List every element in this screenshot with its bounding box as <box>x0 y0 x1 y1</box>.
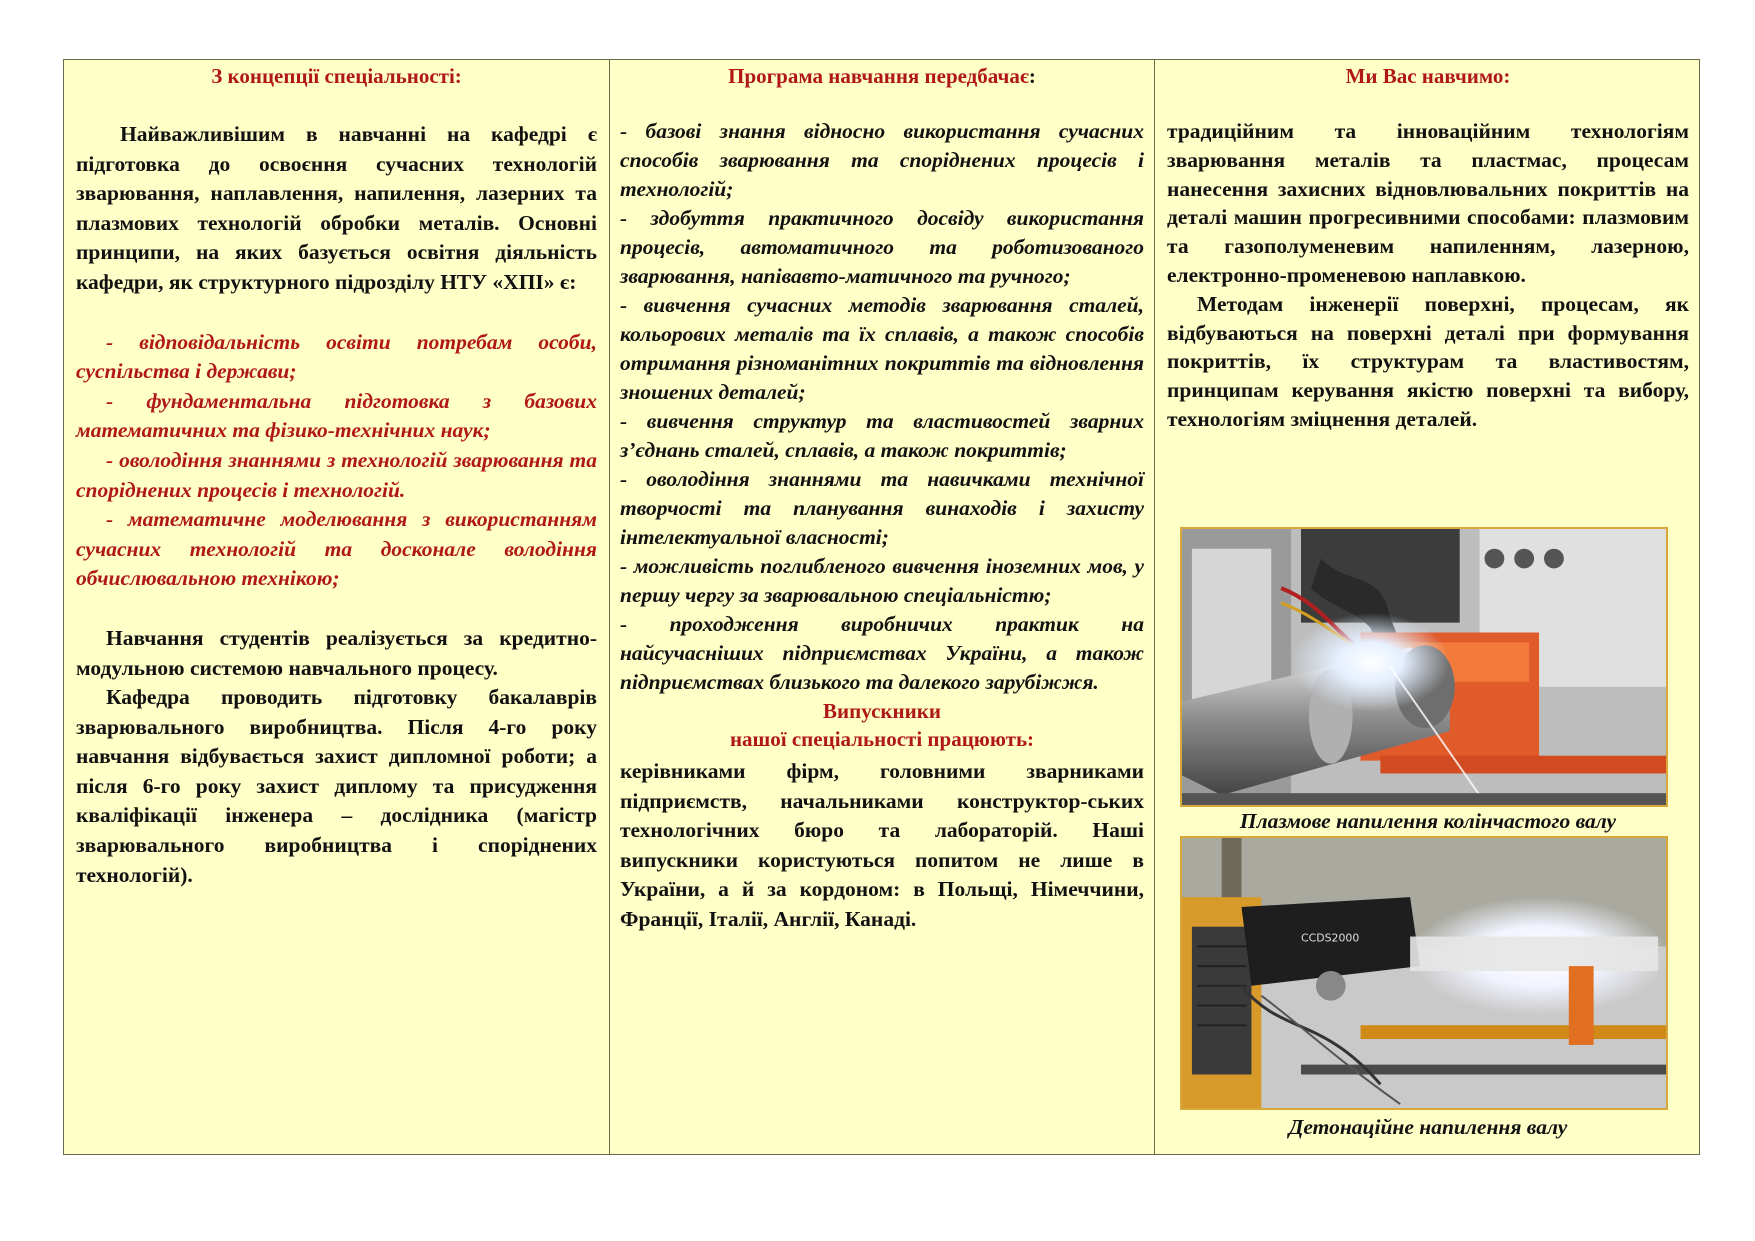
concept-column <box>64 60 610 1154</box>
principle-item: - математичне моделювання з використанням сучасних технологій та досконале володіння обчислювальною технікою; <box>76 507 597 591</box>
graduates-text: керівниками фірм, головними зварниками підприємств, начальниками конструктор-ських технологічних бюро та лабораторій. Наші випускники користуються попитом не лише в України, а й за кордоном: в Польщі, Німеччини, Франції, Італії, Англії, Канаді. <box>620 759 1144 931</box>
teach-technologies-paragraph: традиційним та інноваційним технологіям зварювання металів та пластмас, процесам нанесення захисних відновлювальних покриттів на деталі машин прогресивними способами: плазмовим та газополуменевим напиленням, лазерною, електронно-променевою наплавкою. <box>1167 119 1689 287</box>
training-paragraph: Кафедра проводить підготовку бакалаврів зварювального виробництва. Після 4-го року навчання відбувається захист дипломної роботи; а після 6-го року захист диплому та присудження кваліфікації інженера – дослідника (магістр зварювального виробництва і споріднених технологій). <box>76 685 597 887</box>
plasma-spraying-photo <box>1180 527 1668 807</box>
detonation-spraying-image <box>1182 838 1666 1108</box>
detonation-spraying-caption: Детонаційне напилення валу <box>1288 1115 1568 1139</box>
teach-heading: Ми Вас навчимо: <box>1345 64 1511 88</box>
brochure-sheet <box>63 59 1700 1155</box>
program-item: - оволодіння знаннями та навичками технічної творчості та планування винаходів і захисту інтелектуальної власності; <box>620 467 1144 549</box>
plasma-spraying-image <box>1182 529 1666 805</box>
program-item: - базові знання відносно використання сучасних способів зварювання та споріднених процесів і технологій; <box>620 119 1144 201</box>
program-list <box>620 117 1144 697</box>
principle-item: - відповідальність освіти потребам особи, суспільства і держави; <box>76 329 597 384</box>
principle-item: - фундаментальна підготовка з базових математичних та фізико-технічних наук; <box>76 388 597 443</box>
surface-engineering-paragraph: Методам інженерії поверхні, процесам, як відбуваються на поверхні деталі при формування покриттів, їх структурам та властивостям, принципам керування якістю поверхні та вибору, технологіям зміцнення деталей. <box>1167 291 1689 431</box>
study-system-paragraph: Навчання студентів реалізується за кредитно-модульною системою навчального процесу. <box>76 625 597 680</box>
program-item: - вивчення структур та властивостей зварних з’єднань сталей, сплавів, а також покриттів; <box>620 409 1144 462</box>
program-item: - здобуття практичного досвіду використання процесів, автоматичного та роботизованого зварювання, напівавто-матичного та ручного; <box>620 206 1144 288</box>
teach-column <box>1155 60 1699 1154</box>
graduates-heading: Випускники <box>823 699 941 723</box>
principle-item: - оволодіння знаннями з технологій зварювання та споріднених процесів і технологій. <box>76 447 597 502</box>
program-heading: Програма навчання передбачає: <box>728 64 1036 88</box>
ccds-label: CCDS2000 <box>1301 931 1360 945</box>
detonation-spraying-photo <box>1180 836 1668 1110</box>
program-item: - вивчення сучасних методів зварювання сталей, кольорових металів та їх сплавів, а також способів отримання різноманітних покриттів та відновлення зношених деталей; <box>620 293 1144 404</box>
program-column <box>610 60 1155 1154</box>
program-item: - можливість поглибленого вивчення іноземних мов, у першу чергу за зварювальною спеціальністю; <box>620 554 1144 607</box>
concept-intro: Найважливішим в навчанні на кафедрі є підготовка до освоєння сучасних технологій зварювання, наплавлення, напилення, лазерних та плазмових технологій обробки металів. Основні принципи, на яких базується освітня діяльність кафедри, як структурного підрозділу НТУ «ХПІ» є: <box>76 122 597 294</box>
graduates-subheading: нашої спеціальності працюють: <box>729 727 1035 751</box>
concept-heading: З концепції спеціальності: <box>211 64 462 88</box>
program-item: - проходження виробничих практик на найсучасніших підприємствах України, а також підприємствах близького та далекого зарубіжжя. <box>620 612 1144 694</box>
plasma-spraying-caption: Плазмове напилення колінчастого валу <box>1239 809 1617 833</box>
